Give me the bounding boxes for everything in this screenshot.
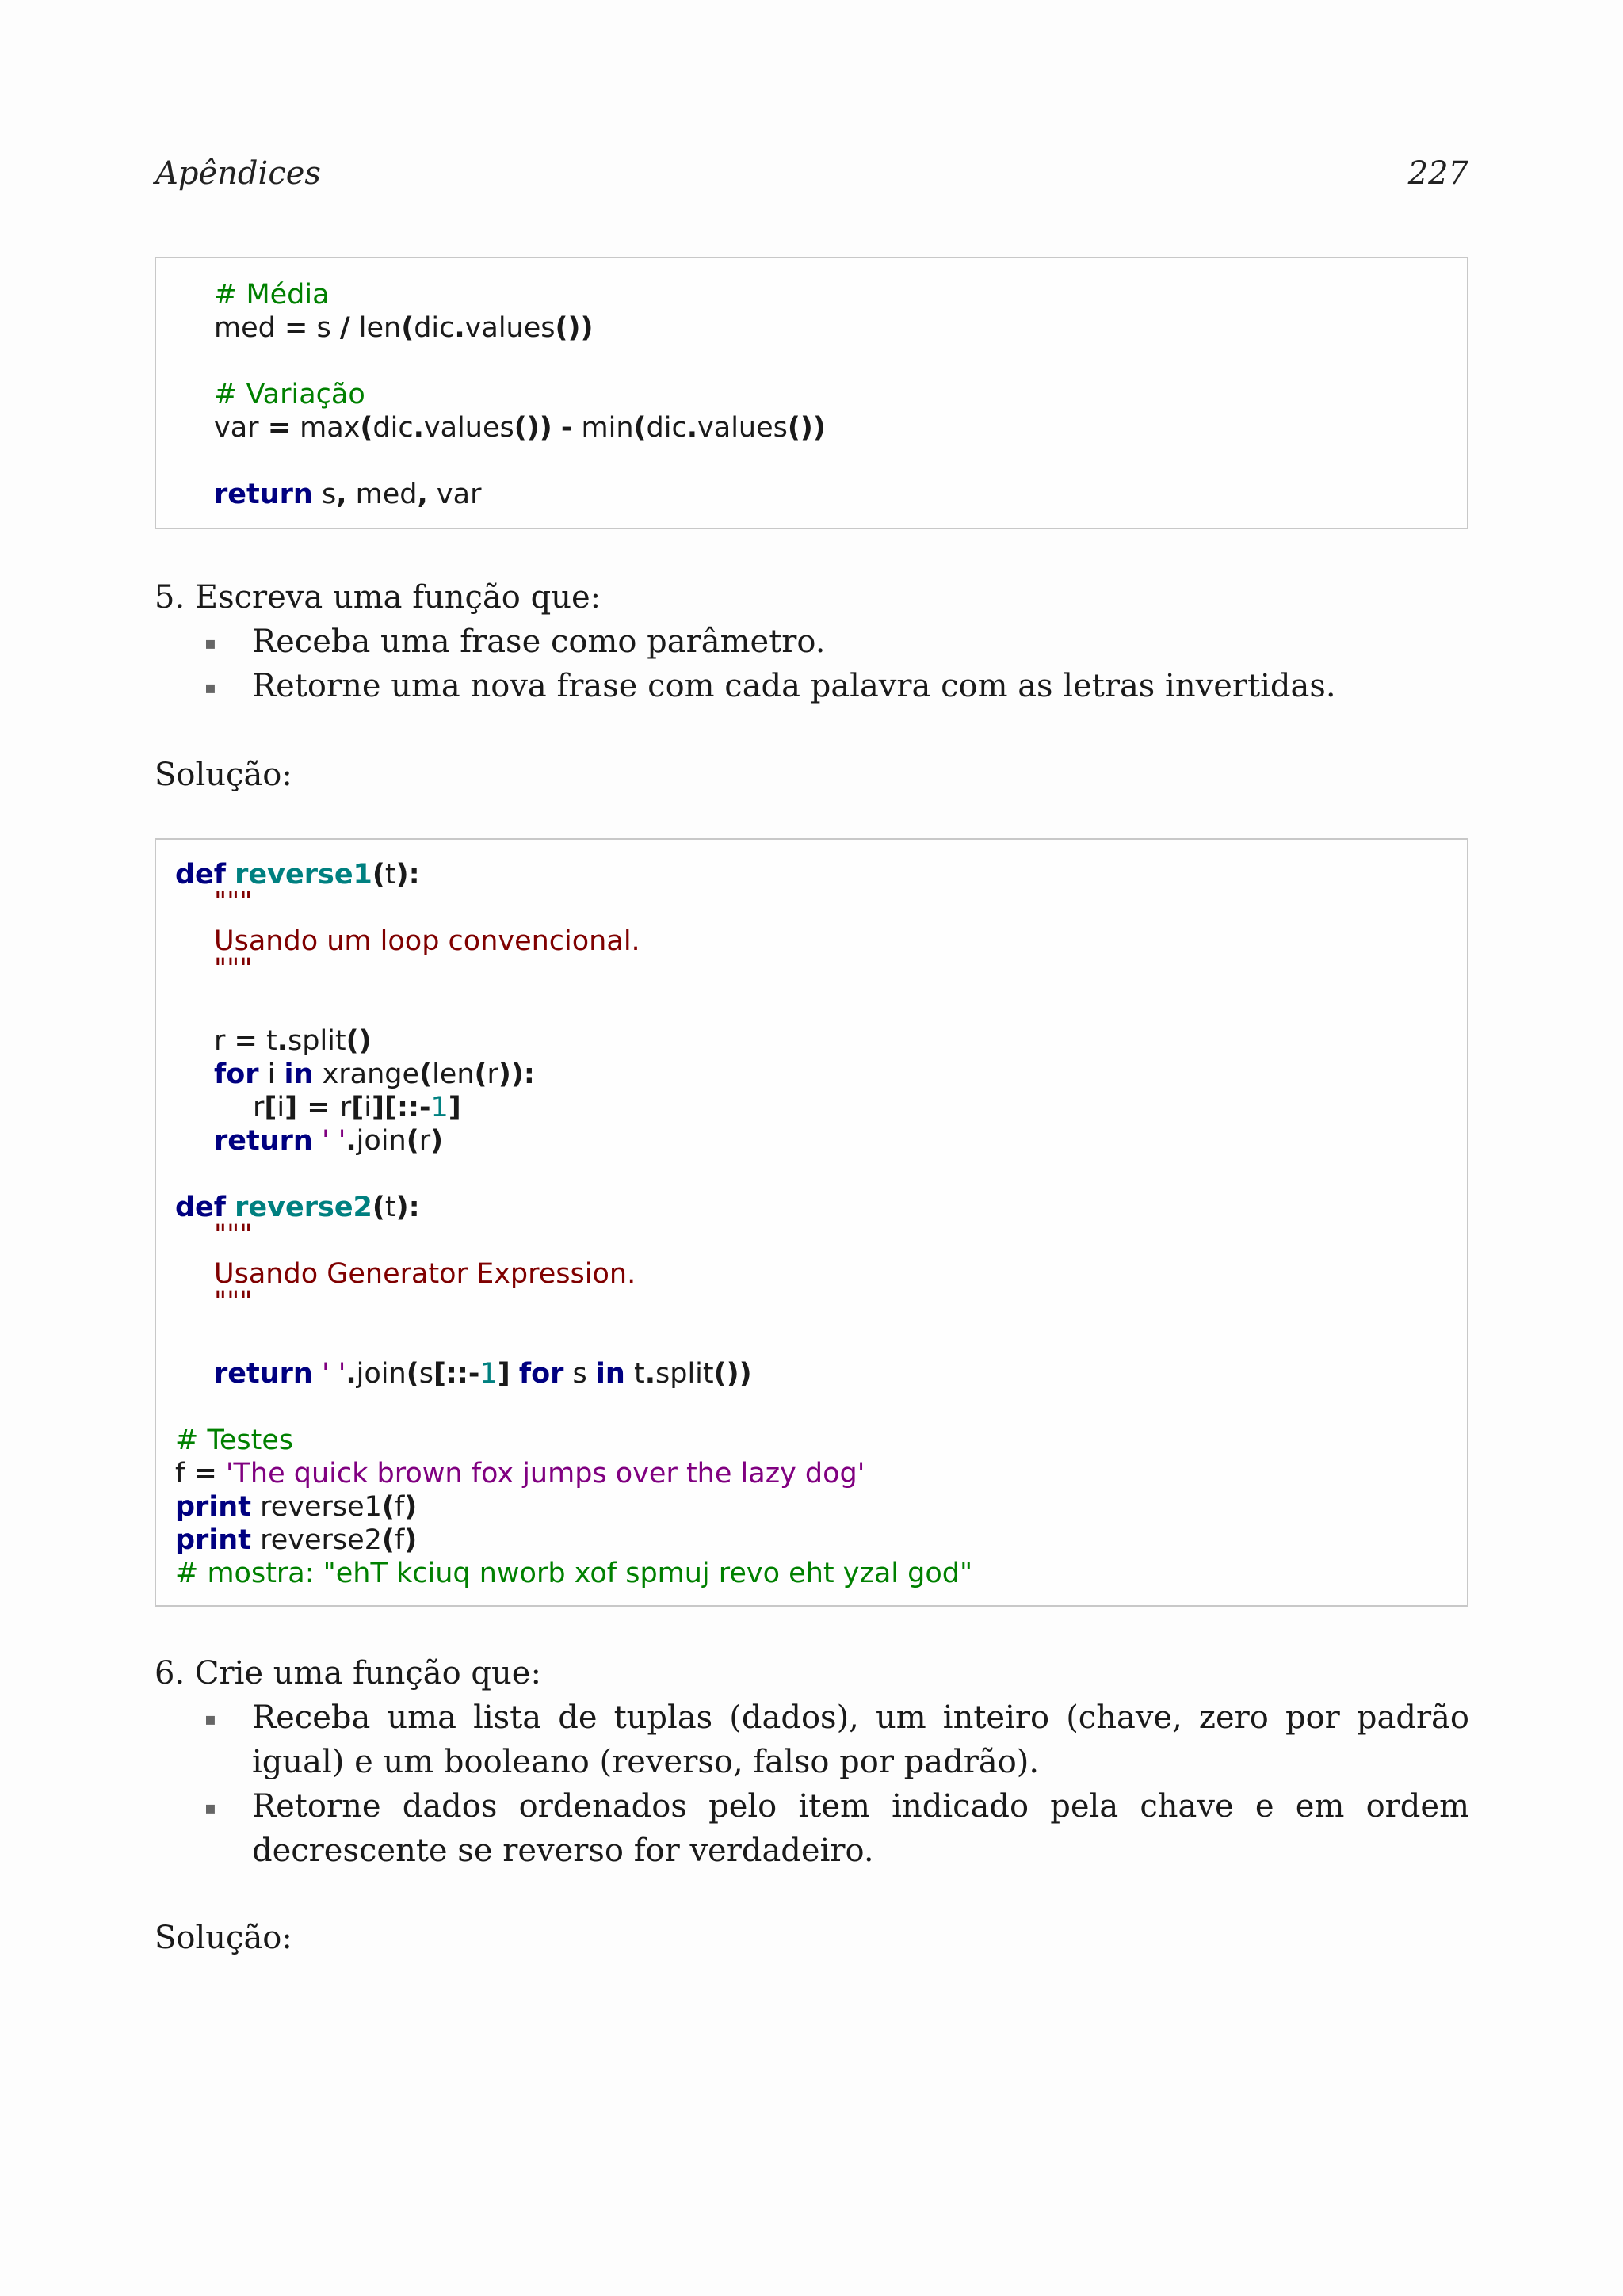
code-line-print-2: print reverse2(f) <box>175 1524 418 1556</box>
exercise-5-title: 5. Escreva uma função que: <box>155 579 601 616</box>
code-block-reverse <box>155 838 1468 1607</box>
exercise-6-bullet-1: Receba uma lista de tuplas (dados), um inteiro (chave, zero por padrão igual) e um booleano (reverso, falso por padrão). <box>252 1699 1469 1780</box>
code-docstring-text: Usando um loop convencional. <box>214 925 640 957</box>
code-line-med: med = s / len(dic.values()) <box>214 312 594 344</box>
exercise-5-solution-label: Solução: <box>155 757 292 793</box>
code-line-split: r = t.split() <box>214 1025 372 1057</box>
page-number: 227 <box>1407 155 1468 192</box>
code-docstring-text: Usando Generator Expression. <box>214 1258 636 1290</box>
exercise-5-bullet-2: Retorne uma nova frase com cada palavra com as letras invertidas. <box>252 668 1336 704</box>
code-comment-output: # mostra: "ehT kciuq nworb xof spmuj revo eht yzal god" <box>175 1558 973 1589</box>
running-header-section: Apêndices <box>155 155 321 192</box>
bullet-icon: ▪ <box>204 678 216 698</box>
code-docstring-close: """ <box>214 953 253 985</box>
code-comment-tests: # Testes <box>175 1425 294 1456</box>
code-line-return: return s, med, var <box>214 479 482 510</box>
code-def-reverse2: def reverse2(t): <box>175 1192 420 1223</box>
code-docstring-open: """ <box>214 1219 253 1251</box>
exercise-5-bullet-1: Receba uma frase como parâmetro. <box>252 624 826 660</box>
code-line-f-assign: f = 'The quick brown fox jumps over the lazy dog' <box>175 1458 865 1489</box>
code-line-return-2: return ' '.join(s[::-1] for s in t.split()) <box>214 1358 752 1390</box>
code-docstring-close: """ <box>214 1286 253 1318</box>
code-line-assign: r[i] = r[i][::-1] <box>253 1092 461 1123</box>
bullet-icon: ▪ <box>204 1710 216 1730</box>
code-def-reverse1: def reverse1(t): <box>175 859 420 891</box>
code-comment-variacao: # Variação <box>214 379 365 410</box>
code-line-return-1: return ' '.join(r) <box>214 1125 444 1157</box>
code-line-for: for i in xrange(len(r)): <box>214 1058 535 1090</box>
bullet-icon: ▪ <box>204 1798 216 1818</box>
exercise-6-bullet-2: Retorne dados ordenados pelo item indicado pela chave e em ordem decrescente se reverso for verdadeiro. <box>252 1788 1469 1869</box>
code-block-stats <box>155 257 1468 529</box>
code-comment-media: # Média <box>214 279 330 311</box>
exercise-6-title: 6. Crie uma função que: <box>155 1655 541 1691</box>
code-line-var: var = max(dic.values()) - min(dic.values()) <box>214 412 826 444</box>
code-docstring-open: """ <box>214 887 253 918</box>
exercise-6-solution-label: Solução: <box>155 1920 292 1956</box>
bullet-icon: ▪ <box>204 634 216 654</box>
code-line-print-1: print reverse1(f) <box>175 1491 418 1523</box>
